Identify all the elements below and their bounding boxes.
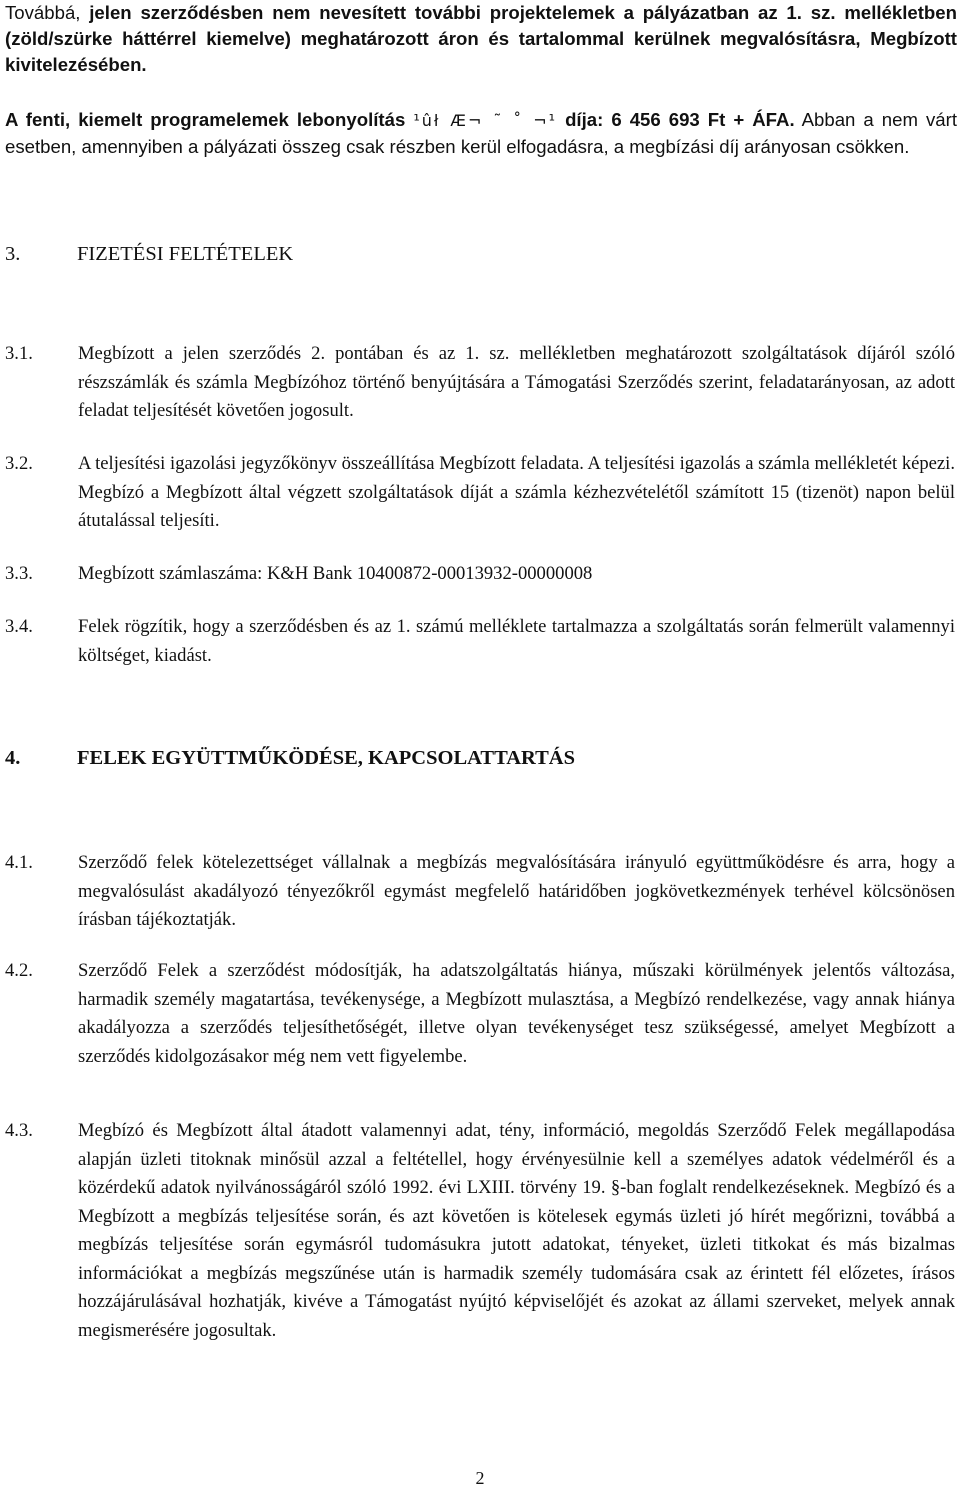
clause-number: 4.2.: [5, 960, 33, 981]
section-4-heading: [5, 745, 575, 771]
clause-4-2: [5, 957, 955, 1071]
clause-3-3: [5, 560, 955, 589]
clause-text: Felek rögzítik, hogy a szerződésben és az 1. számú melléklete tartalmazza a szolgáltatás során felmerült valamennyi költséget, kiadást.: [78, 616, 955, 666]
section-3-title: FIZETÉSI FELTÉTELEK: [77, 243, 294, 265]
clause-number: 4.1.: [5, 852, 33, 873]
clause-text: Szerződő felek kötelezettséget vállalnak a megbízás megvalósítására irányuló együttműködésre és arra, hogy a megvalósulást akadályozó tényezőkről egymást megfelelő határidőben jogkövetkezmények terhével kölcsönösen írásban tájékoztatják.: [78, 852, 955, 930]
clause-number: 3.1.: [5, 343, 33, 364]
fee-amount-text: díja: 6 456 693 Ft + ÁFA.: [565, 109, 795, 130]
section-3-heading: [5, 241, 293, 267]
clause-4-3: [5, 1117, 955, 1345]
clause-text: Megbízott számlaszáma: K&H Bank 10400872-00013932-00000008: [78, 563, 593, 584]
fee-note-text: Abban a nem várt esetben, amennyiben a pályázati összeg csak részben kerül elfogadásra, a megbízási díj arányosan csökken.: [5, 109, 957, 157]
clause-text: Megbízott a jelen szerződés 2. pontában és az 1. sz. mellékletben meghatározott szolgáltatások díjáról szóló részszámlák és számla Megbízóhoz történő benyújtására a Támogatási Szerződés szerint, feladatarányosan, az adott feladat teljesítését követően jogosult.: [78, 343, 955, 421]
clause-4-1: [5, 849, 955, 935]
clause-3-4: [5, 613, 955, 670]
intro-paragraph-dij: [5, 107, 957, 160]
clause-number: 4.3.: [5, 1120, 33, 1141]
page-number: 2: [475, 1468, 485, 1488]
section-4-title: FELEK EGYÜTTMŰKÖDÉSE, KAPCSOLATTARTÁS: [77, 747, 576, 769]
fee-lead-text: A fenti, kiemelt programelemek lebonyolítás: [5, 109, 406, 130]
section-3-number: 3.: [5, 243, 21, 265]
clause-number: 3.4.: [5, 616, 33, 637]
clause-text: Megbízó és Megbízott által átadott valamennyi adat, tény, információ, megoldás Szerződő Felek megállapodása alapján üzleti titoknak minősül azzal a feltétellel, hogy érvényesülnie kell a személyes adatok védelméről és a közérdekű adatok nyilvánosságáról szóló 1992. évi LXIII. törvény 19. §-ban foglalt rendelkezéseknek. Megbízó és a Megbízott a megbízás teljesítése során, és azt követően is kötelesek egymás üzleti jó hírét megőrizni, továbbá a megbízás teljesítése során egymásról tudomásukra jutott adatokat, tényeket, üzleti titkokat és más bizalmas információkat a megbízás megszűnése után is harmadik személy tudomására csak az érintett fél előzetes, írásos hozzájárulásával hozhatják, kivéve a Támogatást nyújtó képviselőjét és azokat az állami szerveket, melyek annak megismerésére jogosultak.: [78, 1120, 955, 1341]
clause-text: Szerződő Felek a szerződést módosítják, ha adatszolgáltatás hiánya, műszaki körülmények jelentős változása, harmadik személy magatartása, tevékenysége, a Megbízott mulasztása, a Megbízó rendelkezése, vagy annak hiánya akadályozza a szerződés teljesíthetőségét, illetve olyan tevékenységet tesz szükségessé, amelyet Megbízott a szerződés kidolgozásakor még nem vett figyelembe.: [78, 960, 955, 1067]
garbled-text: ¹ûł Æ¬ ˜ ˚ ¬¹: [413, 111, 558, 130]
clause-number: 3.3.: [5, 563, 33, 584]
section-4-number: 4.: [5, 747, 21, 769]
intro-paragraph-projektelemek: [5, 0, 957, 78]
clause-3-1: [5, 340, 955, 426]
intro-lead-text: Továbbá,: [5, 2, 90, 23]
clause-number: 3.2.: [5, 453, 33, 474]
intro-bold-text: jelen szerződésben nem nevesített további projektelemek a pályázatban az 1. sz. mellékletben (zöld/szürke háttérrel kiemelve) meghatározott áron és tartalommal kerülnek megvalósításra, Megbízott kivitelezésében.: [5, 2, 957, 75]
clause-text: A teljesítési igazolási jegyzőkönyv összeállítása Megbízott feladata. A teljesítési igazolás a számla mellékletét képezi. Megbízó a Megbízott által végzett szolgáltatások díját a számla kézhezvételétől számított 15 (tizenöt) napon belül átutalással teljesíti.: [78, 453, 955, 531]
clause-3-2: [5, 450, 955, 536]
